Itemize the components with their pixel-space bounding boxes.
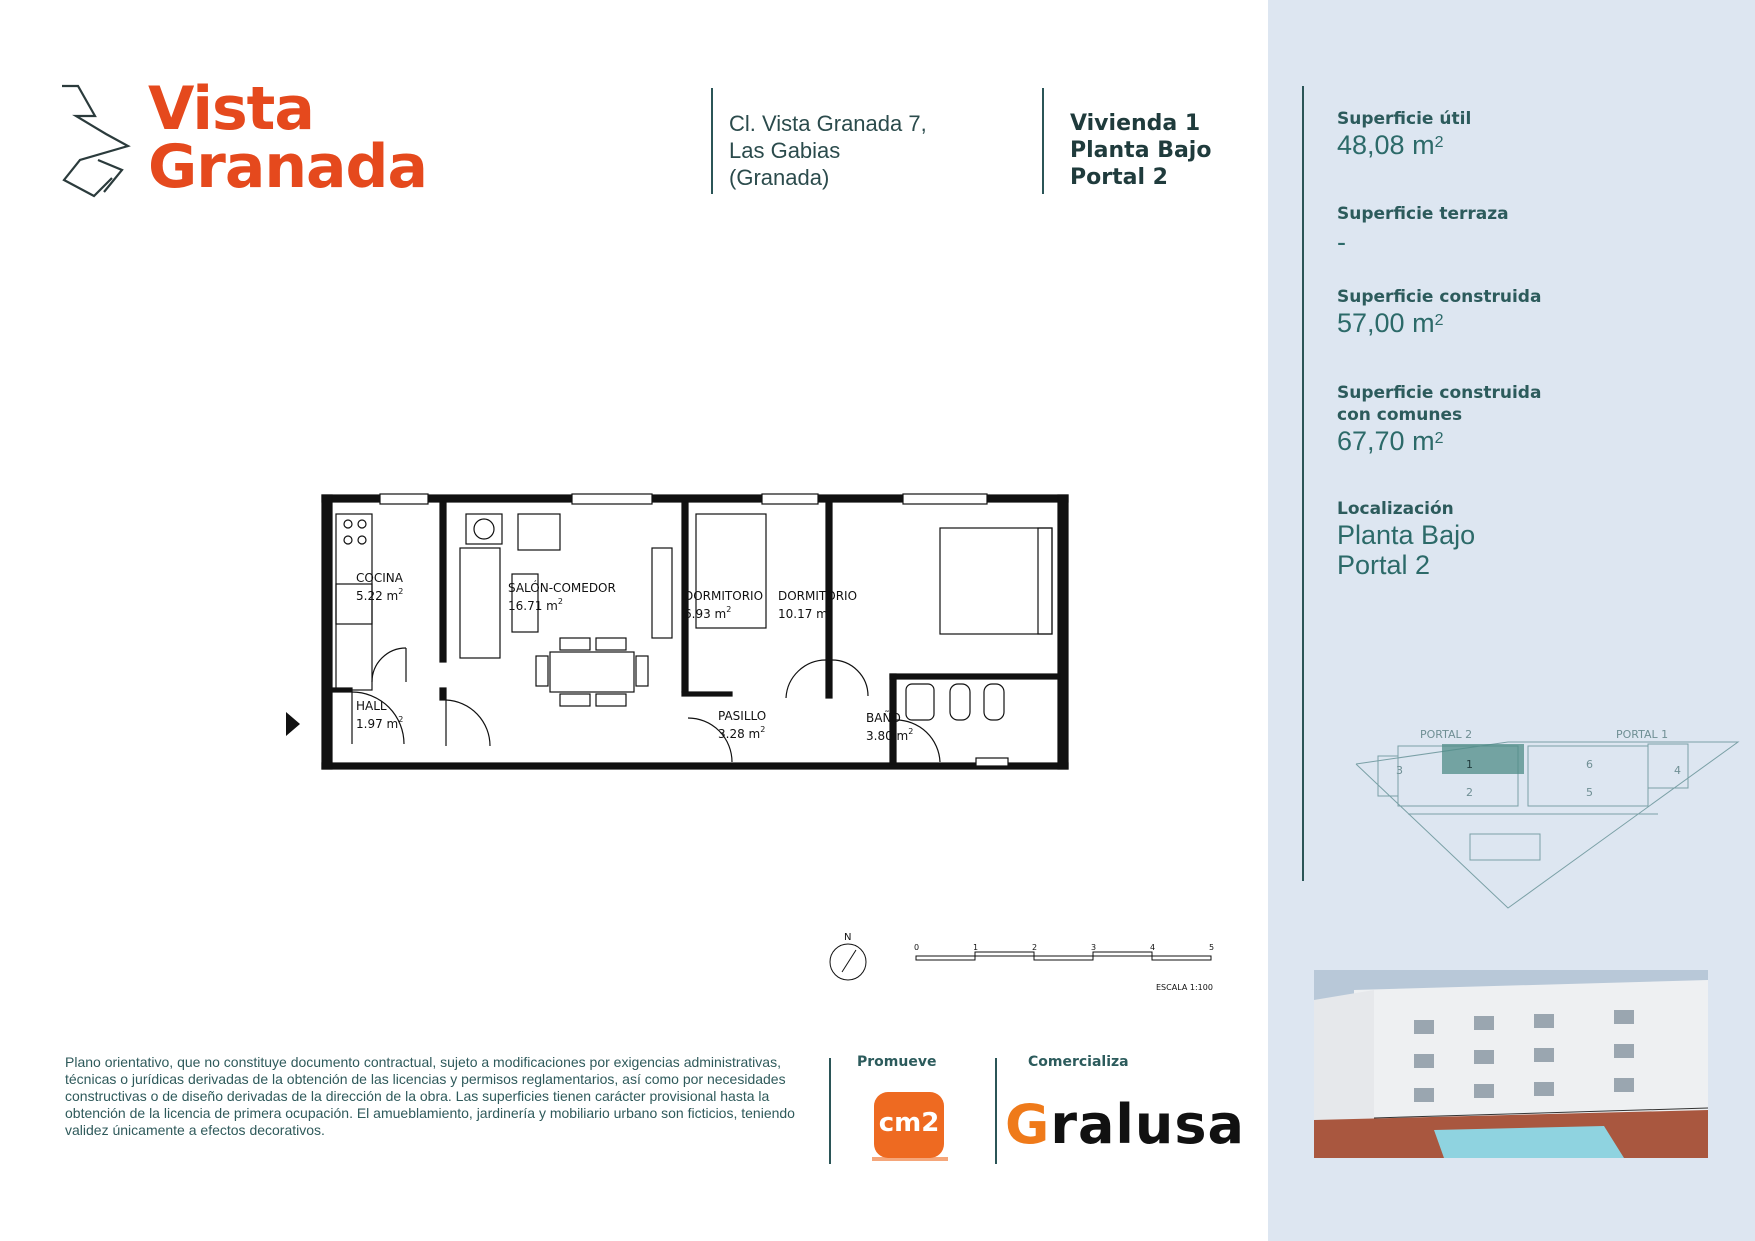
spec-construida-value: 57,00 $m^2$ — [1337, 308, 1444, 338]
cm2-logo: cm2 — [874, 1092, 944, 1158]
room-area: 5.22 $m^2$ — [356, 587, 404, 603]
brand-line-1: Vista — [148, 74, 314, 144]
unit-portal: Portal 2 — [1070, 165, 1168, 190]
vista-granada-logo-mark — [60, 80, 140, 198]
room-name: DORMITORIO — [684, 589, 764, 603]
highlighted-unit — [1442, 744, 1524, 774]
spec-localizacion-floor: Planta Bajo — [1337, 520, 1476, 550]
room-area: 3.28 $m^2$ — [718, 725, 766, 741]
spec-comunes — [1337, 382, 1541, 456]
spec-terraza — [1337, 203, 1509, 257]
scale-tick-0: 0 — [914, 943, 920, 952]
scale-bar — [820, 928, 1220, 998]
site-unit-1: 1 — [1466, 758, 1473, 771]
spec-util-value: 48,08 $m^2$ — [1337, 130, 1444, 160]
gralusa-logo-rest: ralusa — [1050, 1093, 1245, 1156]
room-area: 3.80 $m^2$ — [866, 727, 914, 743]
footer-divider-1 — [829, 1058, 831, 1164]
comercializa-label: Comercializa — [1028, 1054, 1129, 1070]
site-portal-2: PORTAL 2 — [1420, 728, 1473, 741]
spec-comunes-label-1: Superficie construida — [1337, 383, 1542, 403]
scale-tick-1: 1 — [973, 943, 979, 952]
unit-block — [1070, 110, 1211, 191]
brand-wordmark — [148, 74, 427, 202]
room-area: 6.93 $m^2$ — [684, 605, 732, 621]
building-render-image — [1314, 970, 1708, 1158]
room-name: SALÓN-COMEDOR — [508, 581, 616, 595]
room-name: COCINA — [356, 571, 403, 585]
room-name: DORMITORIO — [778, 589, 858, 603]
spec-comunes-label-2: con comunes — [1337, 405, 1463, 425]
brand-line-2: Granada — [148, 132, 427, 202]
scale-label: ESCALA 1:100 — [1156, 983, 1213, 992]
room-name: PASILLO — [718, 709, 767, 723]
site-unit-3: 3 — [1396, 764, 1403, 777]
scale-tick-5: 5 — [1209, 943, 1215, 952]
address-line-1: Cl. Vista Granada 7, — [729, 111, 927, 136]
site-unit-5: 5 — [1586, 786, 1593, 799]
unit-number: Vivienda 1 — [1070, 111, 1201, 136]
footer-divider-2 — [995, 1058, 997, 1164]
promueve-label: Promueve — [857, 1054, 937, 1070]
unit-floor: Planta Bajo — [1070, 138, 1212, 163]
spec-comunes-value: 67,70 $m^2$ — [1337, 426, 1444, 456]
site-unit-4: 4 — [1674, 764, 1681, 777]
spec-construida — [1337, 286, 1541, 338]
room-area: 1.97 $m^2$ — [356, 715, 404, 731]
room-name: BAÑO — [866, 711, 901, 725]
spec-construida-label: Superficie construida — [1337, 287, 1542, 307]
room-name: HALL — [356, 699, 387, 713]
spec-localizacion — [1337, 498, 1475, 580]
site-portal-1: PORTAL 1 — [1616, 728, 1669, 741]
spec-terraza-label: Superficie terraza — [1337, 204, 1509, 224]
gralusa-logo-g: G — [1005, 1093, 1051, 1156]
site-unit-2: 2 — [1466, 786, 1473, 799]
room-area: 10.17 $m^2$ — [778, 605, 833, 621]
cm2-logo-underline — [872, 1157, 948, 1161]
gralusa-logo — [1005, 1095, 1245, 1155]
room-area: 16.71 $m^2$ — [508, 597, 563, 613]
site-unit-6: 6 — [1586, 758, 1593, 771]
spec-util — [1337, 108, 1471, 160]
scale-tick-3: 3 — [1091, 943, 1097, 952]
address-line-3: (Granada) — [729, 165, 830, 190]
spec-localizacion-portal: Portal 2 — [1337, 550, 1431, 580]
header-divider-2 — [1042, 88, 1044, 194]
entrance-arrow-icon — [286, 712, 300, 736]
spec-panel-rule — [1302, 86, 1304, 881]
spec-terraza-value: - — [1337, 227, 1346, 257]
site-plan — [1348, 722, 1748, 912]
address-block — [729, 110, 927, 191]
north-label: N — [844, 932, 852, 943]
spec-localizacion-label: Localización — [1337, 499, 1454, 519]
spec-util-label: Superficie útil — [1337, 109, 1472, 129]
header-divider-1 — [711, 88, 713, 194]
scale-tick-4: 4 — [1150, 943, 1156, 952]
disclaimer-text: Plano orientativo, que no constituye documento contractual, sujeto a modificaciones por exigencias administrativas, técnicas o jurídicas derivadas de la obtención de las licencias y permisos reglamentarios, así como por necesidades constructivas o de diseño derivadas de la dirección de la obra. Las superficies tienen carácter provisional hasta la obtención de la licencia de primera ocupación. El amueblamiento, jardinería y mobiliario urbano son ficticios, teniendo validez únicamente a efectos decorativos. — [65, 1054, 795, 1138]
scale-tick-2: 2 — [1032, 943, 1038, 952]
floor-plan — [300, 488, 1080, 778]
address-line-2: Las Gabias — [729, 138, 841, 163]
